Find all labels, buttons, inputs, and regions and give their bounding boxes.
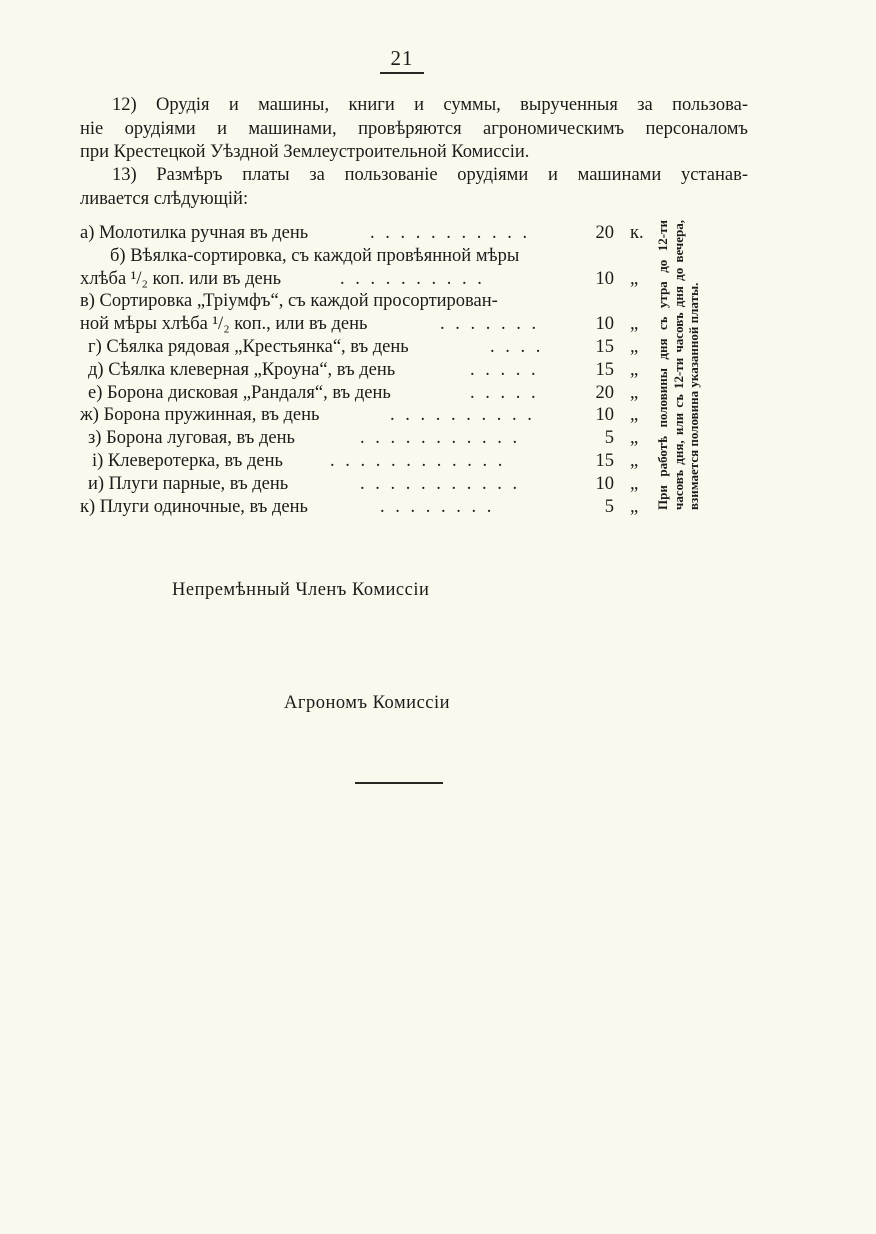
fee-item-text: б) Вѣялка-сортировка, съ каждой провѣянной мѣры — [110, 245, 520, 266]
clause-12-line: 12) Орудія и машины, книги и суммы, вырученныя за пользова- — [112, 95, 748, 115]
fee-leader-dots: . . . . . — [470, 359, 539, 380]
fee-leader-dots: . . . . . . . . . . — [340, 268, 485, 289]
fee-value: 15 — [595, 450, 614, 471]
fee-leader-dots: . . . . . . . . . . . — [360, 473, 521, 494]
fee-unit: „ — [630, 336, 639, 357]
fee-item-text: ной мѣры хлѣба ¹/₂ коп., или въ день — [80, 314, 368, 335]
clause-12 — [80, 94, 748, 165]
clause-13-line: ливается слѣдующій: — [80, 188, 249, 209]
signature-agronomist: Агрономъ Комиссіи — [284, 693, 451, 713]
fee-row — [80, 290, 656, 313]
fee-value: 10 — [595, 314, 614, 335]
fee-item-text: е) Борона дисковая „Рандаля“, въ день — [88, 382, 391, 403]
fee-item-text: а) Молотилка ручная въ день — [80, 223, 309, 243]
fee-leader-dots: . . . . . . . — [440, 314, 540, 335]
fee-unit: „ — [630, 496, 639, 517]
fee-leader-dots: . . . . . . . . . . . — [370, 223, 531, 243]
clause-12-line: ніе орудіями и машинами, провѣряются агрономическимъ персоналомъ — [80, 118, 748, 139]
fee-value: 10 — [595, 268, 614, 289]
fee-row — [80, 359, 656, 382]
fee-list — [80, 222, 656, 518]
fee-item-text: з) Борона луговая, въ день — [88, 428, 295, 449]
fee-value: 20 — [595, 382, 614, 403]
page-number: 21 — [390, 46, 414, 70]
clause-13-line: 13) Размѣръ платы за пользованіе орудіями и машинами устанав- — [112, 165, 748, 185]
fee-value: 15 — [595, 359, 614, 380]
side-note-half-day: При работѣ половины дня съ утра до 12-ти часовъ дня, или съ 12-ти часовъ дня до вечера, взимается половина указанной платы. — [655, 220, 701, 510]
fee-leader-dots: . . . . — [490, 336, 544, 357]
fee-item-text: г) Сѣялка рядовая „Крестьянка“, въ день — [88, 336, 409, 357]
fee-item-text: і) Клеверотерка, въ день — [92, 450, 283, 471]
fee-unit: „ — [630, 314, 639, 335]
fee-item-text: ж) Борона пружинная, въ день — [80, 405, 320, 426]
fee-item-text: в) Сортировка „Тріумфъ“, съ каждой просортирован- — [80, 291, 498, 312]
fee-item-text: д) Сѣялка клеверная „Кроуна“, въ день — [88, 359, 396, 380]
fee-value: 5 — [604, 496, 614, 517]
fee-row — [80, 473, 656, 496]
fee-leader-dots: . . . . . . . . . . . — [360, 428, 521, 449]
fee-row — [80, 496, 656, 519]
fee-unit: „ — [630, 382, 639, 403]
fee-item-text: к) Плуги одиночные, въ день — [80, 496, 308, 517]
fee-value: 10 — [595, 405, 614, 426]
fee-row — [80, 404, 656, 427]
page-number-underline — [380, 72, 424, 74]
fee-value: 10 — [595, 473, 614, 494]
fee-row — [80, 313, 656, 336]
fee-row — [80, 450, 656, 473]
fee-unit: „ — [630, 450, 639, 471]
fee-item-text: и) Плуги парные, въ день — [88, 473, 289, 494]
fee-leader-dots: . . . . . . . . . . — [390, 405, 535, 426]
fee-item-text: хлѣба ¹/₂ коп. или въ день — [80, 268, 282, 289]
fee-row — [80, 222, 656, 245]
signature-permanent-member: Непремѣнный Членъ Комиссіи — [172, 580, 430, 600]
fee-value: 20 — [595, 223, 614, 243]
fee-row — [80, 427, 656, 450]
fee-row — [80, 382, 656, 405]
fee-unit: к. — [630, 223, 644, 243]
fee-unit: „ — [630, 268, 639, 289]
fee-leader-dots: . . . . . — [470, 382, 539, 403]
closing-rule — [355, 782, 443, 784]
clause-13 — [80, 164, 748, 211]
clause-12-line: при Крестецкой Уѣздной Землеустроительной Комиссіи. — [80, 142, 530, 162]
fee-row — [80, 268, 656, 291]
fee-row — [80, 336, 656, 359]
fee-unit: „ — [630, 405, 639, 426]
fee-value: 15 — [595, 336, 614, 357]
fee-row — [80, 245, 656, 268]
fee-leader-dots: . . . . . . . . — [380, 496, 495, 517]
fee-unit: „ — [630, 473, 639, 494]
fee-unit: „ — [630, 428, 639, 449]
fee-leader-dots: . . . . . . . . . . . . — [330, 450, 506, 471]
fee-value: 5 — [604, 428, 614, 449]
fee-unit: „ — [630, 359, 639, 380]
